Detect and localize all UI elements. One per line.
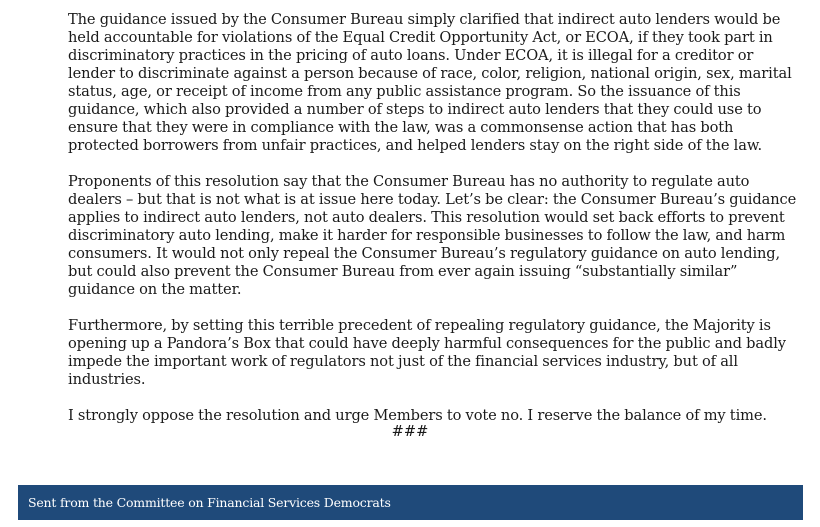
paragraph-proponents: Proponents of this resolution say that the Consumer Bureau has no authority to regulate auto dealers – but that is not what is at issue here today. Let’s be clear: the Consumer Bureau’s guidance applies to indirect auto lenders, not auto dealers. This resolution would set back efforts to prevent discriminatory auto lending, make it harder for responsible businesses to follow the law, and harm consumers. It would not only repeal the Consumer Bureau’s regulatory guidance on auto lending, but could also prevent the Consumer Bureau from ever again issuing “substantially similar” guidance on the matter. [68, 173, 797, 298]
paragraph-oppose: I strongly oppose the resolution and urge Members to vote no. I reserve the balance of my time. [68, 407, 767, 424]
footer-bar [18, 485, 803, 520]
paragraph-guidance: The guidance issued by the Consumer Bureau simply clarified that indirect auto lenders would be held accountable for violations of the Equal Credit Opportunity Act, or ECOA, if they took part in discriminatory practices in the pricing of auto loans. Under ECOA, it is illegal for a creditor or lender to discriminate against a person because of race, color, religion, national origin, sex, marital status, age, or receipt of income from any public assistance program. So the issuance of this guidance, which also provided a number of steps to indirect auto lenders that they could use to ensure that they were in compliance with the law, was a commonsense action that has both protected borrowers from unfair practices, and helped lenders stay on the right side of the law. [68, 11, 792, 154]
footer-text: Sent from the Committee on Financial Services Democrats [28, 495, 391, 510]
paragraph-furthermore: Furthermore, by setting this terrible precedent of repealing regulatory guidance, the Majority is opening up a Pandora’s Box that could have deeply harmful consequences for the public and badly impede the important work of regulators not just of the financial services industry, but of all industries. [68, 317, 786, 388]
article-body [68, 11, 804, 443]
end-separator: ### [391, 423, 429, 440]
